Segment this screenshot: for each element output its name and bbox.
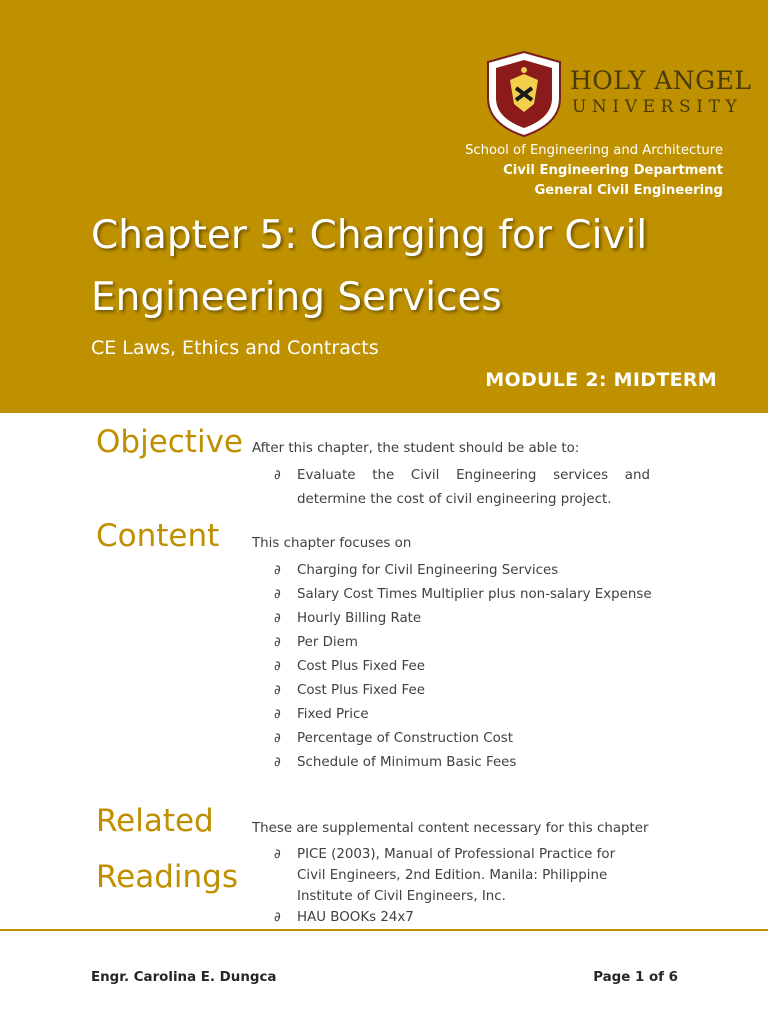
content-list (252, 559, 672, 775)
footer-divider (0, 929, 768, 931)
objective-list (252, 464, 672, 512)
list-item: ∂ Per Diem (252, 631, 672, 655)
bullet-icon: ∂ (274, 910, 281, 925)
footer-page-number: Page 1 of 6 (593, 970, 678, 985)
objective-lead: After this chapter, the student should be able to: (252, 441, 580, 456)
readings-heading-line2: Readings (96, 859, 238, 895)
footer-author: Engr. Carolina E. Dungca (91, 970, 277, 985)
content-heading: Content (96, 518, 220, 554)
readings-section (252, 820, 672, 928)
readings-lead: These are supplemental content necessary for this chapter (252, 821, 649, 836)
bullet-icon: ∂ (274, 755, 281, 770)
list-item: ∂ Charging for Civil Engineering Services (252, 559, 672, 583)
content-lead: This chapter focuses on (252, 536, 412, 551)
list-item: ∂ Fixed Price (252, 703, 672, 727)
chapter-title: Chapter 5: Charging for Civil Engineering Services (91, 213, 648, 320)
content-section (252, 535, 672, 775)
readings-heading-line1: Related (96, 803, 214, 839)
list-item: ∂ Hourly Billing Rate (252, 607, 672, 631)
bullet-icon: ∂ (274, 683, 281, 698)
university-name-line1: HOLY ANGEL (570, 66, 752, 95)
school-name: School of Engineering and Architecture (465, 143, 723, 158)
bullet-icon: ∂ (274, 731, 281, 746)
bullet-icon: ∂ (274, 847, 281, 862)
readings-list (252, 844, 672, 928)
university-name-line2: UNIVERSITY (572, 97, 743, 117)
objective-section (252, 440, 672, 512)
list-item: ∂ PICE (2003), Manual of Professional Practice for Civil Engineers, 2nd Edition. Manila: Philippine Institute of Civil Engineers, Inc. (252, 844, 632, 907)
bullet-icon: ∂ (274, 611, 281, 626)
department-name: Civil Engineering Department (503, 163, 723, 178)
bullet-icon: ∂ (274, 659, 281, 674)
university-seal-icon (484, 50, 564, 138)
bullet-icon: ∂ (274, 563, 281, 578)
list-item: ∂ Cost Plus Fixed Fee (252, 655, 672, 679)
objective-heading: Objective (96, 424, 243, 460)
readings-heading (96, 793, 238, 905)
school-info (465, 141, 723, 201)
bullet-icon: ∂ (274, 587, 281, 602)
list-item: ∂ Percentage of Construction Cost (252, 727, 672, 751)
list-item: ∂ HAU BOOKs 24x7 (252, 907, 672, 928)
course-subtitle: CE Laws, Ethics and Contracts (91, 337, 379, 359)
header-banner (0, 0, 768, 413)
bullet-icon: ∂ (274, 707, 281, 722)
list-item: ∂ Schedule of Minimum Basic Fees (252, 751, 672, 775)
program-name: General Civil Engineering (534, 183, 723, 198)
list-item: ∂ Cost Plus Fixed Fee (252, 679, 672, 703)
module-label: MODULE 2: MIDTERM (485, 369, 717, 391)
bullet-icon: ∂ (274, 635, 281, 650)
list-item: ∂ Evaluate the Civil Engineering services and determine the cost of civil engineering project. (252, 464, 650, 512)
list-item: ∂ Salary Cost Times Multiplier plus non-salary Expense (252, 583, 672, 607)
bullet-icon: ∂ (274, 468, 281, 483)
